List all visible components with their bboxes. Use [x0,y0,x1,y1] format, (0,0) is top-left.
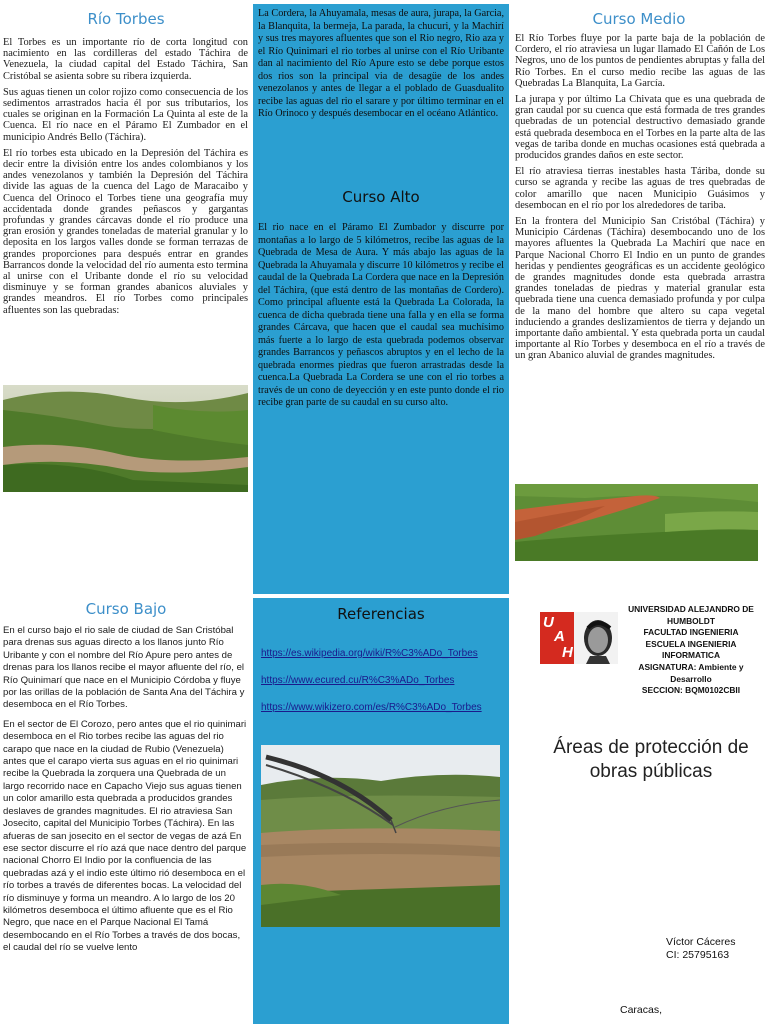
suspension-bridge-photo [261,745,500,927]
curso-bajo-text [3,625,249,962]
reference-links [253,648,509,713]
logo-letter-a: A [554,628,565,645]
paragraph: En el curso bajo el rio sale de ciudad de San Cristóbal para drenas sus aguas directo a los llanos junto Río Uribante y con el nombre del Río Apure pero antes de drenas para los llanos recibe el mayor afluente del río, el Río Quinimarí que nace en el Municipio Córdoba y fluye por las orillas de la población de Santa Ana del Táchira y desemboca en el Río Torbes. [3,625,245,711]
institution-line: INFORMATICA [662,650,720,661]
reference-link-wikipedia[interactable]: https://es.wikipedia.org/wiki/R%C3%ADo_Torbes [261,648,478,659]
curso-medio-text [515,33,765,367]
panel-rio-torbes [0,0,252,596]
panel-curso-bajo [0,596,252,1024]
author-block [666,936,766,962]
paragraph: El Río Torbes fluye por la parte baja de la población de Cordero, el río atraviesa un lugar llamado El Cañón de Los Negros, uno de los puntos de pendientes abruptas y falla del Río Torbes. En el curso medio recibe las aguas de las Quebradas La Blanquita, La García. [515,33,765,89]
curso-alto-heading: Curso Alto [342,188,420,206]
author-name: Víctor Cáceres [666,936,736,948]
reference-link-ecured[interactable]: https://www.ecured.cu/R%C3%ADo_Torbes [261,675,455,686]
paragraph: En el sector de El Corozo, pero antes que el rio quinimari desemboca en el Rio torbes recibe las aguas del rio carapo que nace en la ciudad de Rubio (Venezuela) antes que el carapo vierta sus aguas en el rio quinimari recibe la Quebrada la zorquera una Quebrada de un largo recorrido nace en Capacho Viejo sus aguas tienen un color amarillo esta quebrada a producidos grandes deslaves de grandes magnitudes. El rio atraviesa San Josecito, capital del Municipio Torbes (Táchira). En las afueras de san josecito en el sector de vegas de azá En ese sector discurre el río azá que nace dentro del parque nacional Chorro El Indio por la confluencia de las quebradas azá y el indio este último rió desemboca en el río torbes a través de diferentes bocas. La velocidad del río disminuye y forma un meandro. A lo largo de los 20 kilómetros desemboca el último afluente que es el Rio Negro, que nace en el Parque Nacional El Tamá desembocando en el Río Torbes a través de dos bocas, el caudal del río se vuelve lento [3,718,247,954]
institution-line: UNIVERSIDAD ALEJANDRO DE [628,604,754,614]
paragraph: La jurapa y por último La Chivata que es una quebrada de gran caudal por su cuenca que está formada de tres grandes quebradas de un potencial destructivo demasiado grande está quebrada desemboca en el Torbes en la parte alta de las vegas de tariba donde en muchas ocasiones está quebrada a producidos grandes daños en este sector. [515,94,765,162]
paragraph: Sus aguas tienen un color rojizo como consecuencia de los sedimentos arrastrados hacia él por sus tributarios, los cuales se originan en la Formación La Quinta al este de la Cuenca. El río nace en el Páramo El Zumbador en el municipio Andrés Bello (Táchira). [3,86,248,143]
panel-curso-alto [253,4,509,594]
institution-line: Desarrollo [670,673,712,684]
uah-logo [540,612,618,664]
curso-alto-text: El rio nace en el Páramo El Zumbador y discurre por montañas a lo largo de 5 kilómetros, recibe las aguas de la Quebrada de Mesa de Aura. Y más abajo las aguas de la Quebrada la Ahuyamala y discurre 10 kilómetros y recibe el caudal de la Quebrada La Cordera que nace en la Depresión del Táchira, (que está dentro de las montañas de Cordero). Como principal afluente está la Quebrada La Colorada, la cuenca de dicha quebrada tiene una falla y en ella se forma grandes Cárcava, que hacen que el caudal sea muchísimo más fuerte a lo largo de esta quebrada podemos observar grandes Barrancos y peñascos abruptos y en el lecho de la quebrada enormes piedras que fueron arrastradas desde la cuenca.La Quebrada La Cordera se une con el rio torbes a través de un cono de deyección y en este punto donde el rio recibe gran parte de su caudal en su curso alto. [258,222,504,408]
paragraph: El río torbes esta ubicado en la Depresión del Táchira es decir entre la división entre los andes colombianos y los andes venezolanos y también la Depresión del Táchira divide las aguas de la cuenca del Lago de Maracaibo y Cuenca del Orinoco el Torbes tiene una geografía muy accidentada donde grandes peñascos y gargantas profundas y grandes cárcavas donde el río produce una gran erosión y grandes toneladas de material granular y lo deposita en los largos valles donde se forman terrazas de grandes proporciones para después entrar en grandes Barrancos donde la velocidad del río aumenta esto termina al unirse con el Uribante donde el río su velocidad disminuye y se forman grandes abanicos aluviales y grandes meandros. El río Torbes como principales afluentes son las quebradas: [3,147,248,316]
paragraph: El río atraviesa tierras inestables hasta Táriba, donde su curso se agranda y recibe las aguas de tres quebradas de color amarillo que nacen Municipio Guásimos y desembocan en el río por los alrededores de tariba. [515,166,765,211]
curso-medio-heading: Curso Medio [592,10,686,28]
river-valley-photo [3,385,248,492]
rio-torbes-heading: Río Torbes [87,10,165,28]
riverbank-photo [515,484,758,561]
referencias-heading: Referencias [337,605,425,623]
tributaries-text: La Cordera, la Ahuyamala, mesas de aura, jurapa, la Garcia, la Blanquita, la bermeja, La parada, la chucuri, y la Machirí y sus tres mayores afluentes que son el Rio negro, Rio aza y el Río Quinimari el rio torbes al unirse con el Río Uribante dan al nacimiento del Río Apure esto se debe porque estos dos rios son la principal via de desagüe de los andes venezolanos y antes de llegar a el poblado de Guasdualito recibe las aguas del rio el sarare y por último terminar en el Río Orinoco y después desembocar en el océano Atlántico. [258,8,504,119]
curso-bajo-heading: Curso Bajo [85,600,167,618]
author-id: CI: 25795163 [666,949,730,961]
institution-line: FACULTAD INGENIERIA [643,627,739,638]
institution-line: ASIGNATURA: Ambiente y [638,661,744,672]
panel-curso-medio [510,0,768,596]
paragraph: En la frontera del Municipio San Cristóbal (Táchira) y Municipio Cárdenas (Táchira) desembocando uno de los mayores afluentes la Quebrada La Machirí que nace en Parque Nacional Chorro El Indio en un punto de grandes heridas y pendientes geográficas es un accidente geológico de grandes magnitudes donde esta quebrada arrastra grandes toneladas de piedras y material granular esta quebrada tiene una cuenca demasiado profunda y por culpa de la mano del hombre que altero su capa vegetal induciendo a grandes deslizamientos de tierra y dejando un importante daño ambiental. Y esta quebrada porta un caudal importante al Río Torbes y desemboca en el río a través de un gran Abanico aluvial de grandes magnitudes. [515,216,765,362]
institution-line: SECCION: BQM0102CBII [641,685,741,696]
panel-referencias [253,598,509,1024]
logo-letter-u: U [543,614,554,631]
logo-letter-h: H [562,644,573,661]
institution-line: HUMBOLDT [667,615,715,626]
paragraph: El Torbes es un importante río de corta longitud con nacimiento en las cordilleras del estado Táchira de Venezuela, la ciudad capital del Estado Táchira, San Cristóbal se asienta sobre su ribera izquierda. [3,37,248,82]
brochure-title: Áreas de protección de obras públicas [553,737,749,782]
rio-torbes-text [3,37,248,321]
institution-line: ESCUELA INGENIERIA [645,638,737,649]
panel-cover [510,596,768,1024]
reference-link-wikizero[interactable]: https://www.wikizero.com/es/R%C3%ADo_Torbes [261,702,482,713]
institution-block [618,604,764,697]
city-label: Caracas, [620,1004,663,1016]
